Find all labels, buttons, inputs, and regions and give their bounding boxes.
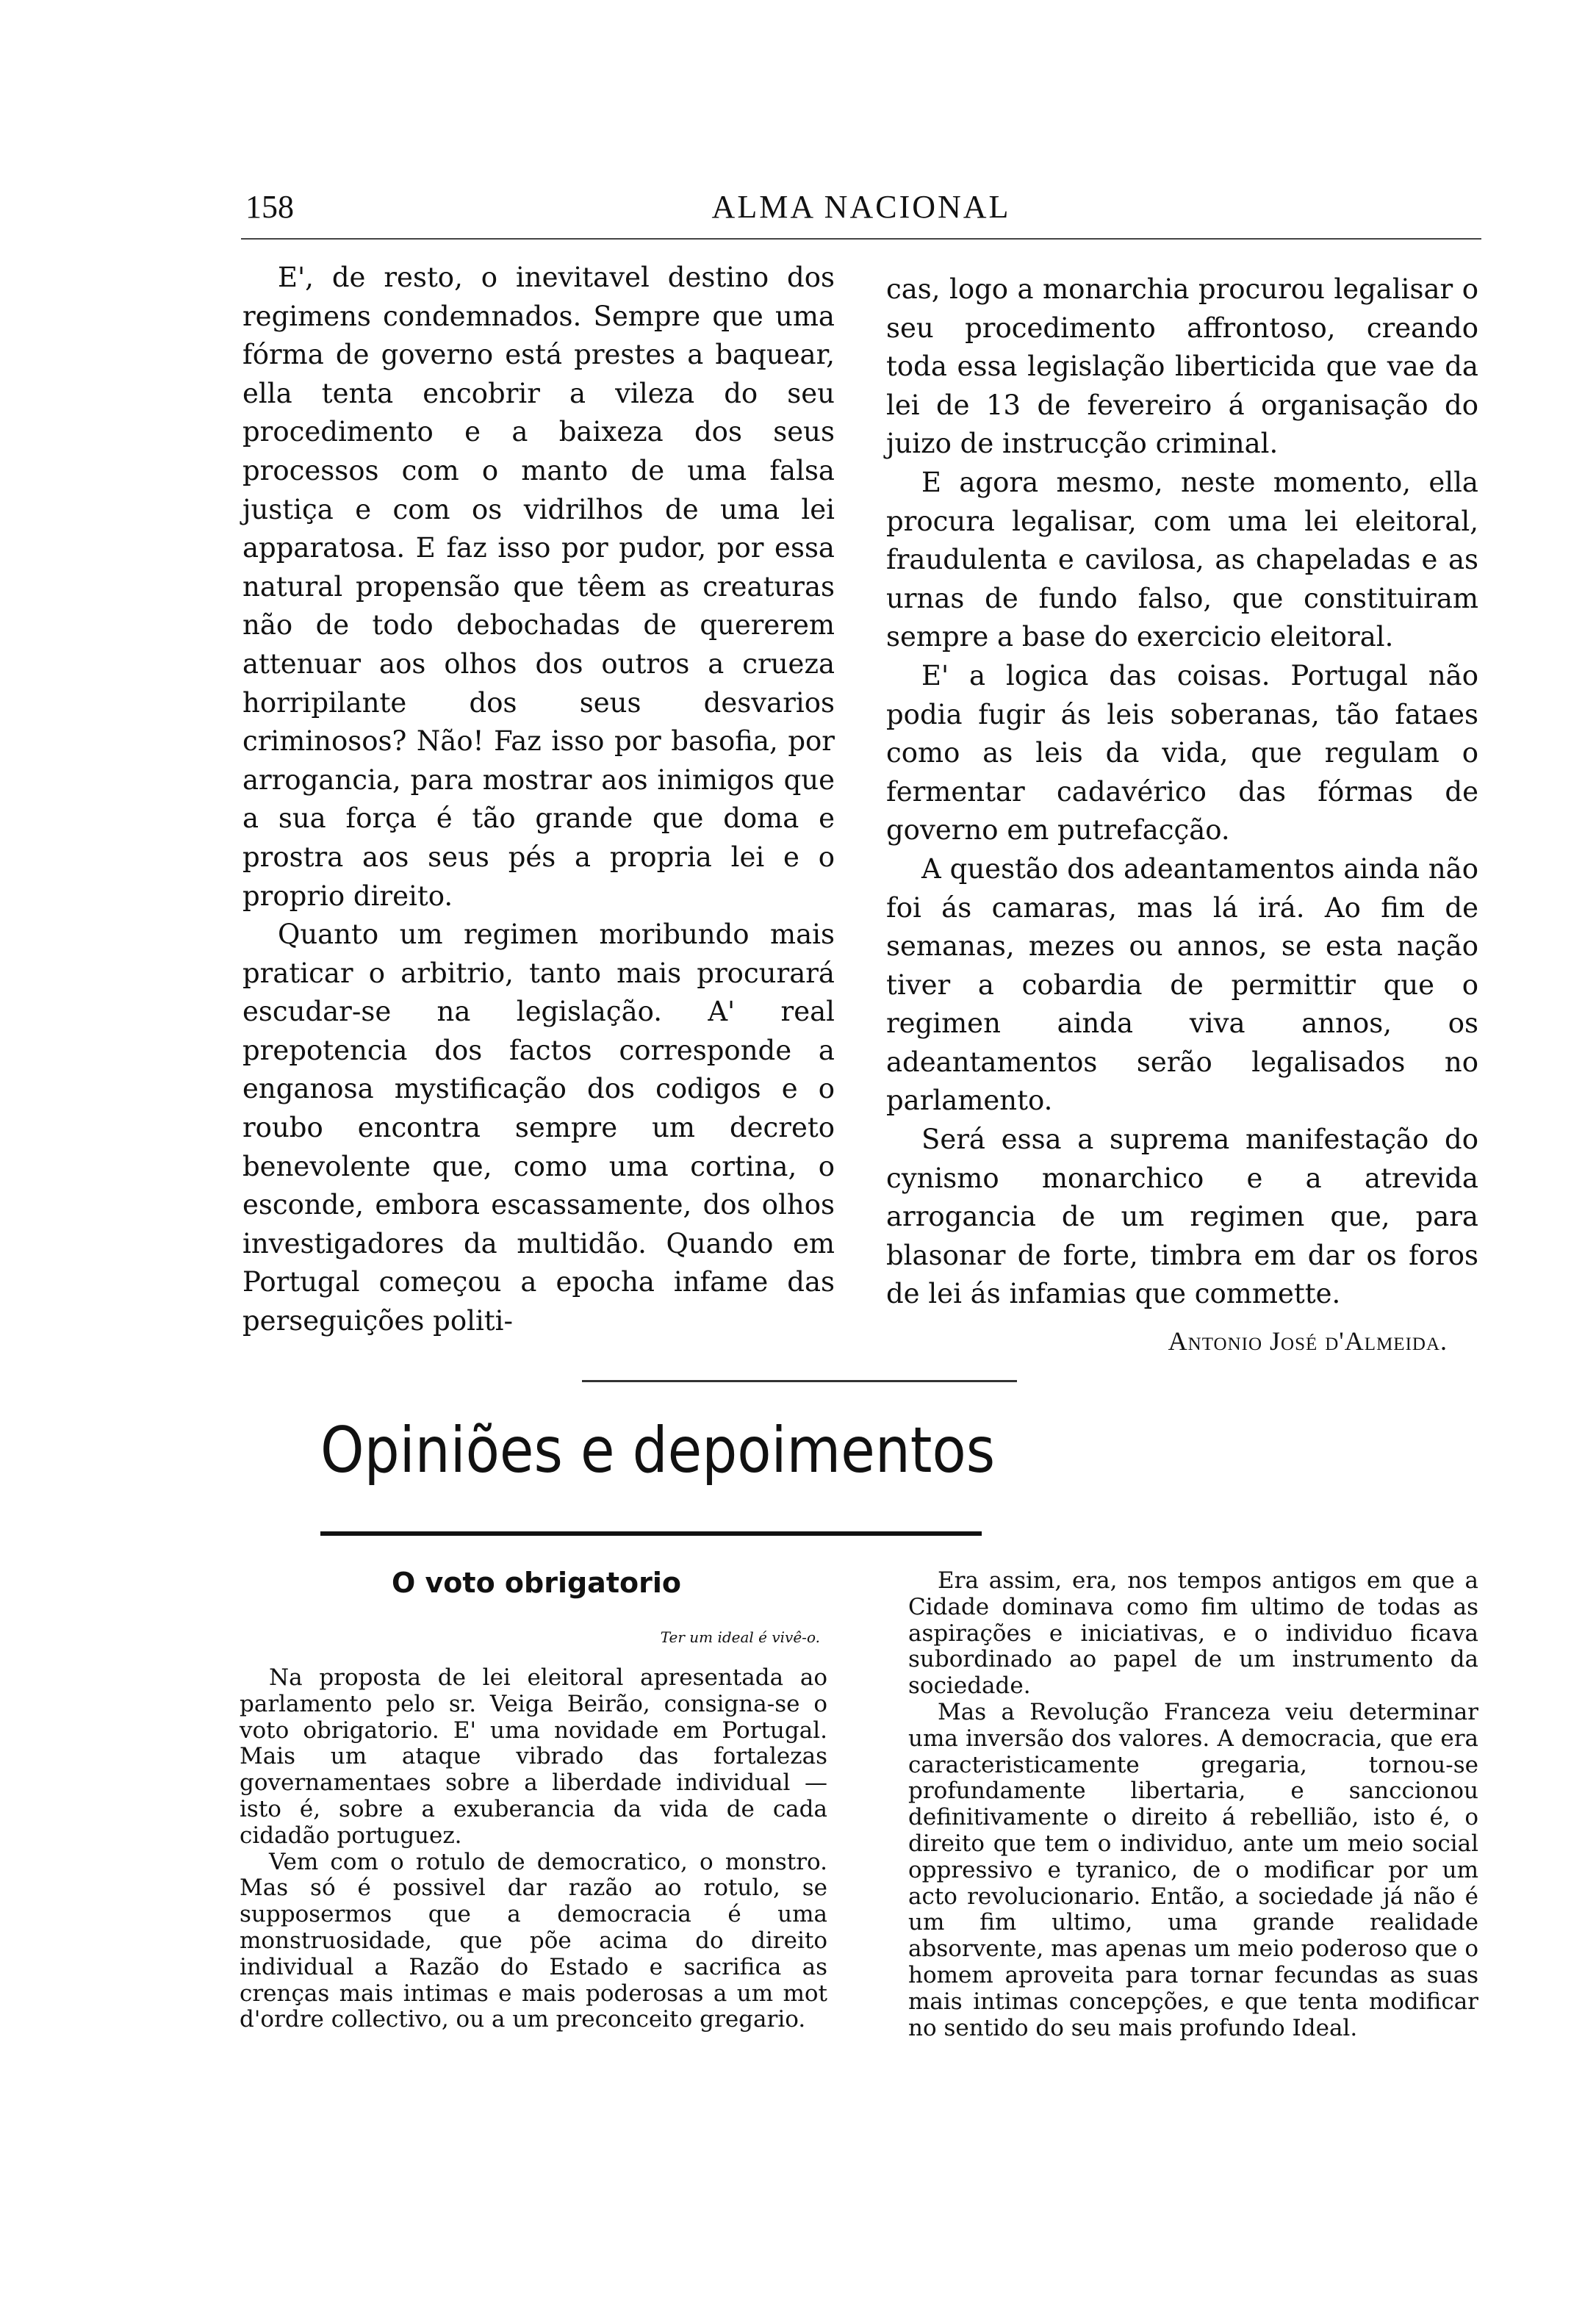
page-header: [241, 188, 1481, 235]
paragraph: Quanto um regimen moribundo mais praticar o arbitrio, tanto mais procurará escudar-se na legislação. A' real prepotencia dos factos corresponde a enganosa mystificação dos codigos e o roubo encontra sempre um decreto benevolente que, como uma cortina, o esconde, embora escassamente, dos olhos investigadores da multidão. Quando em Portugal começou a epocha infame das perseguições politi-: [242, 919, 835, 1337]
paragraph: Vem com o rotulo de democratico, o monstro. Mas só é possivel dar razão ao rotulo, se supposermos que a democracia é uma monstruosidade, que põe acima do direito individual a Razão do Estado e sacrifica as crenças mais intimas e mais poderosas a um mot d'ordre collectivo, ou a um preconceito gregario.: [240, 1848, 827, 2033]
header-rule: [241, 238, 1481, 240]
article2-right-column: [908, 1568, 1478, 2041]
paragraph: cas, logo a monarchia procurou legalisar o seu procedimento affrontoso, creando toda essa legislação liberticida que vae da lei de 13 de fevereiro á organisação do juizo de instrucção criminal.: [886, 273, 1478, 460]
epigraph: Ter um ideal é vivê-o.: [660, 1628, 820, 1646]
paragraph: A questão dos adeantamentos ainda não foi ás camaras, mas lá irá. Ao fim de semanas, mezes ou annos, se esta nação tiver a cobardia de permittir que o regimen ainda viva annos, os adeantamentos serão legalisados no parlamento.: [886, 852, 1478, 1117]
paragraph: E', de resto, o inevitavel destino dos regimens condemnados. Sempre que uma fórma de governo está prestes a baquear, ella tenta encobrir a vileza do seu procedimento e a baixeza dos seus processos com o manto de uma falsa justiça e com os vidrilhos de uma lei apparatosa. E faz isso por pudor, por essa natural propensão que têem as creaturas não de todo debochadas de quererem attenuar aos olhos dos outros a crueza horripilante dos seus desvarios criminosos? Não! Faz isso por basofia, por arrogancia, para mostrar aos inimigos que a sua força é tão grande que doma e prostra aos seus pés a propria lei e o proprio direito.: [242, 262, 835, 912]
paragraph: Mas a Revolução Franceza veiu determinar uma inversão dos valores. A democracia, que era caracteristicamente gregaria, tornou-se profundamente libertaria, e sanccionou definitivamente o direito á rebellião, isto é, o direito que tem o individuo, ante um meio social oppressivo e tyranico, de o modificar por um acto revolucionario. Então, a sociedade já não é um fim ultimo, uma grande realidade absorvente, mas apenas um meio poderoso que o homem aproveita para tornar fecundas as suas mais intimas concepções, e que tenta modificar no sentido do seu mais profundo Ideal.: [908, 1698, 1478, 2041]
section-title: Opiniões e depoimentos: [320, 1414, 996, 1487]
paragraph: E' a logica das coisas. Portugal não podia fugir ás leis soberanas, tão fataes como as leis da vida, que regulam o fermentar cadavérico das fórmas de governo em putrefacção.: [886, 659, 1478, 847]
section-title-underline: [320, 1531, 982, 1536]
article-title: O voto obrigatorio: [392, 1567, 681, 1599]
paragraph: E agora mesmo, neste momento, ella procura legalisar, com uma lei eleitoral, fraudulenta e cavilosa, as chapeladas e as urnas de fundo falso, que constituiram sempre a base do exercicio eleitoral.: [886, 466, 1478, 653]
article-left-column: [242, 259, 835, 1341]
page-number: 158: [245, 189, 294, 225]
journal-title: ALMA NACIONAL: [711, 189, 1011, 225]
separator-rule: [582, 1380, 1017, 1382]
paragraph: Era assim, era, nos tempos antigos em que a Cidade dominava como fim ultimo de todas as aspirações e iniciativas, e o individuo ficava subordinado ao papel de um instrumento da sociedade.: [908, 1567, 1478, 1700]
paragraph: Será essa a suprema manifestação do cynismo monarchico e a atrevida arrogancia de um regimen que, para blasonar de forte, timbra em dar os foros de lei ás infamias que commette.: [886, 1124, 1478, 1310]
article-right-column: [886, 270, 1478, 1314]
paragraph: Na proposta de lei eleitoral apresentada ao parlamento pelo sr. Veiga Beirão, consigna-se o voto obrigatorio. E' uma novidade em Portugal. Mais um ataque vibrado das fortalezas governamentaes sobre a liberdade individual — isto é, sobre a exuberancia da vida de cada cidadão portuguez.: [240, 1664, 827, 1849]
author-signature: Antonio José d'Almeida.: [1168, 1326, 1448, 1356]
article2-left-column: [240, 1665, 827, 2033]
